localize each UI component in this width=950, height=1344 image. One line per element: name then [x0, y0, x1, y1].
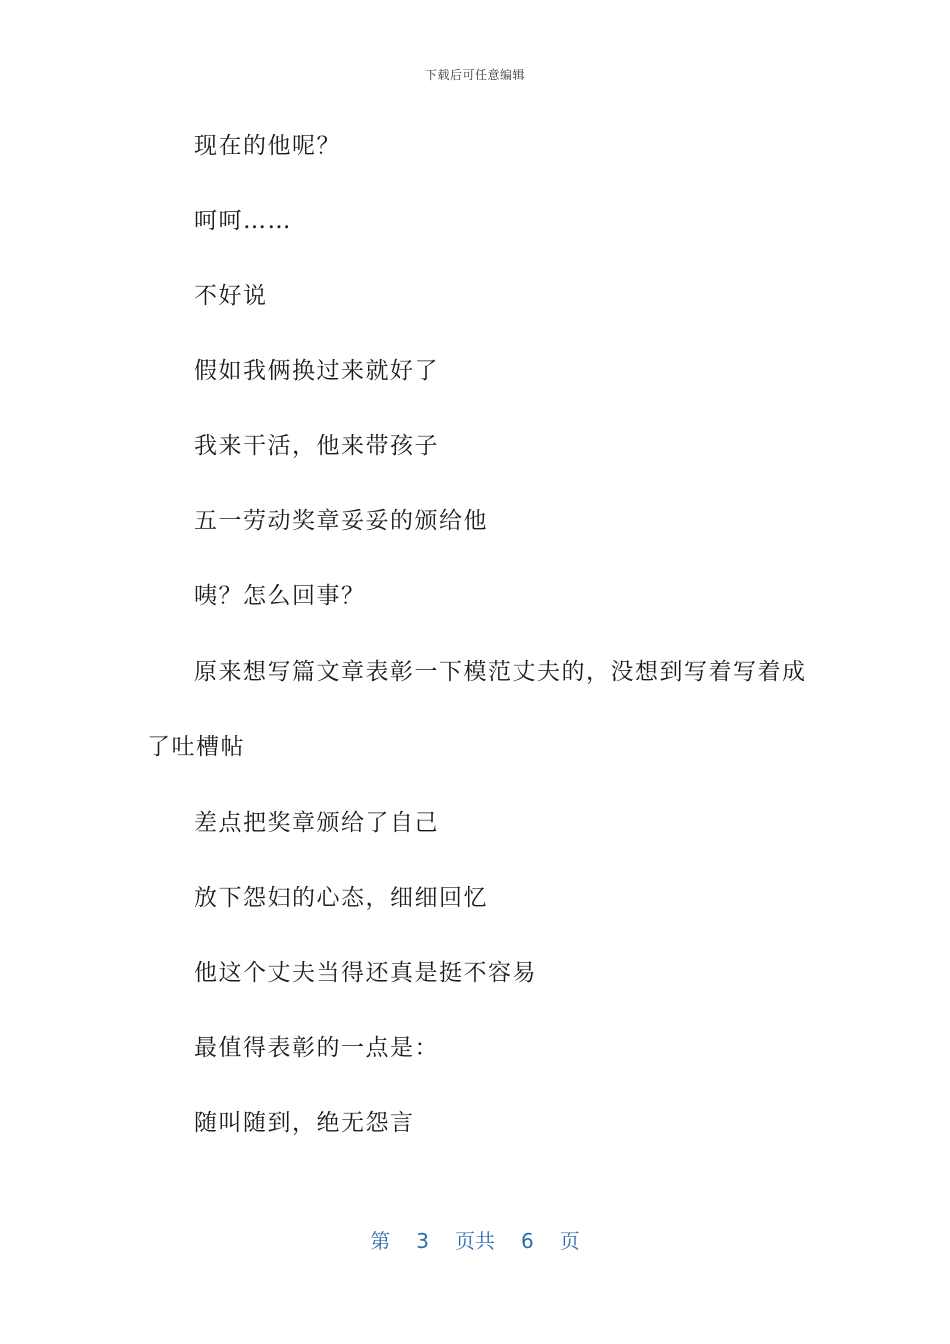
paragraph: 随叫随到，绝无怨言 [194, 1110, 415, 1136]
document-body [147, 128, 807, 1142]
paragraph: 他这个丈夫当得还真是挺不容易 [194, 960, 537, 986]
current-page-number: 3 [416, 1229, 429, 1253]
paragraph: 原来想写篇文章表彰一下模范丈夫的，没想到写着写着成了吐槽帖 [147, 659, 807, 760]
paragraph: 呵呵…… [194, 208, 292, 234]
paragraph: 现在的他呢？ [194, 133, 341, 159]
paragraph: 假如我俩换过来就好了 [194, 358, 439, 384]
page-footer [0, 1225, 950, 1254]
footer-prefix: 第 [370, 1229, 391, 1253]
paragraph: 五一劳动奖章妥妥的颁给他 [194, 508, 488, 534]
paragraph: 不好说 [194, 283, 268, 309]
page-header: 下载后可任意编辑 [424, 68, 525, 82]
paragraph: 最值得表彰的一点是： [194, 1035, 439, 1061]
paragraph: 我来干活，他来带孩子 [194, 433, 439, 459]
paragraph: 放下怨妇的心态，细细回忆 [194, 885, 488, 911]
footer-suffix: 页 [559, 1229, 580, 1253]
footer-middle: 页共 [455, 1229, 495, 1253]
paragraph: 差点把奖章颁给了自己 [194, 810, 439, 836]
total-pages-number: 6 [521, 1229, 534, 1253]
paragraph: 咦？怎么回事？ [194, 583, 366, 609]
